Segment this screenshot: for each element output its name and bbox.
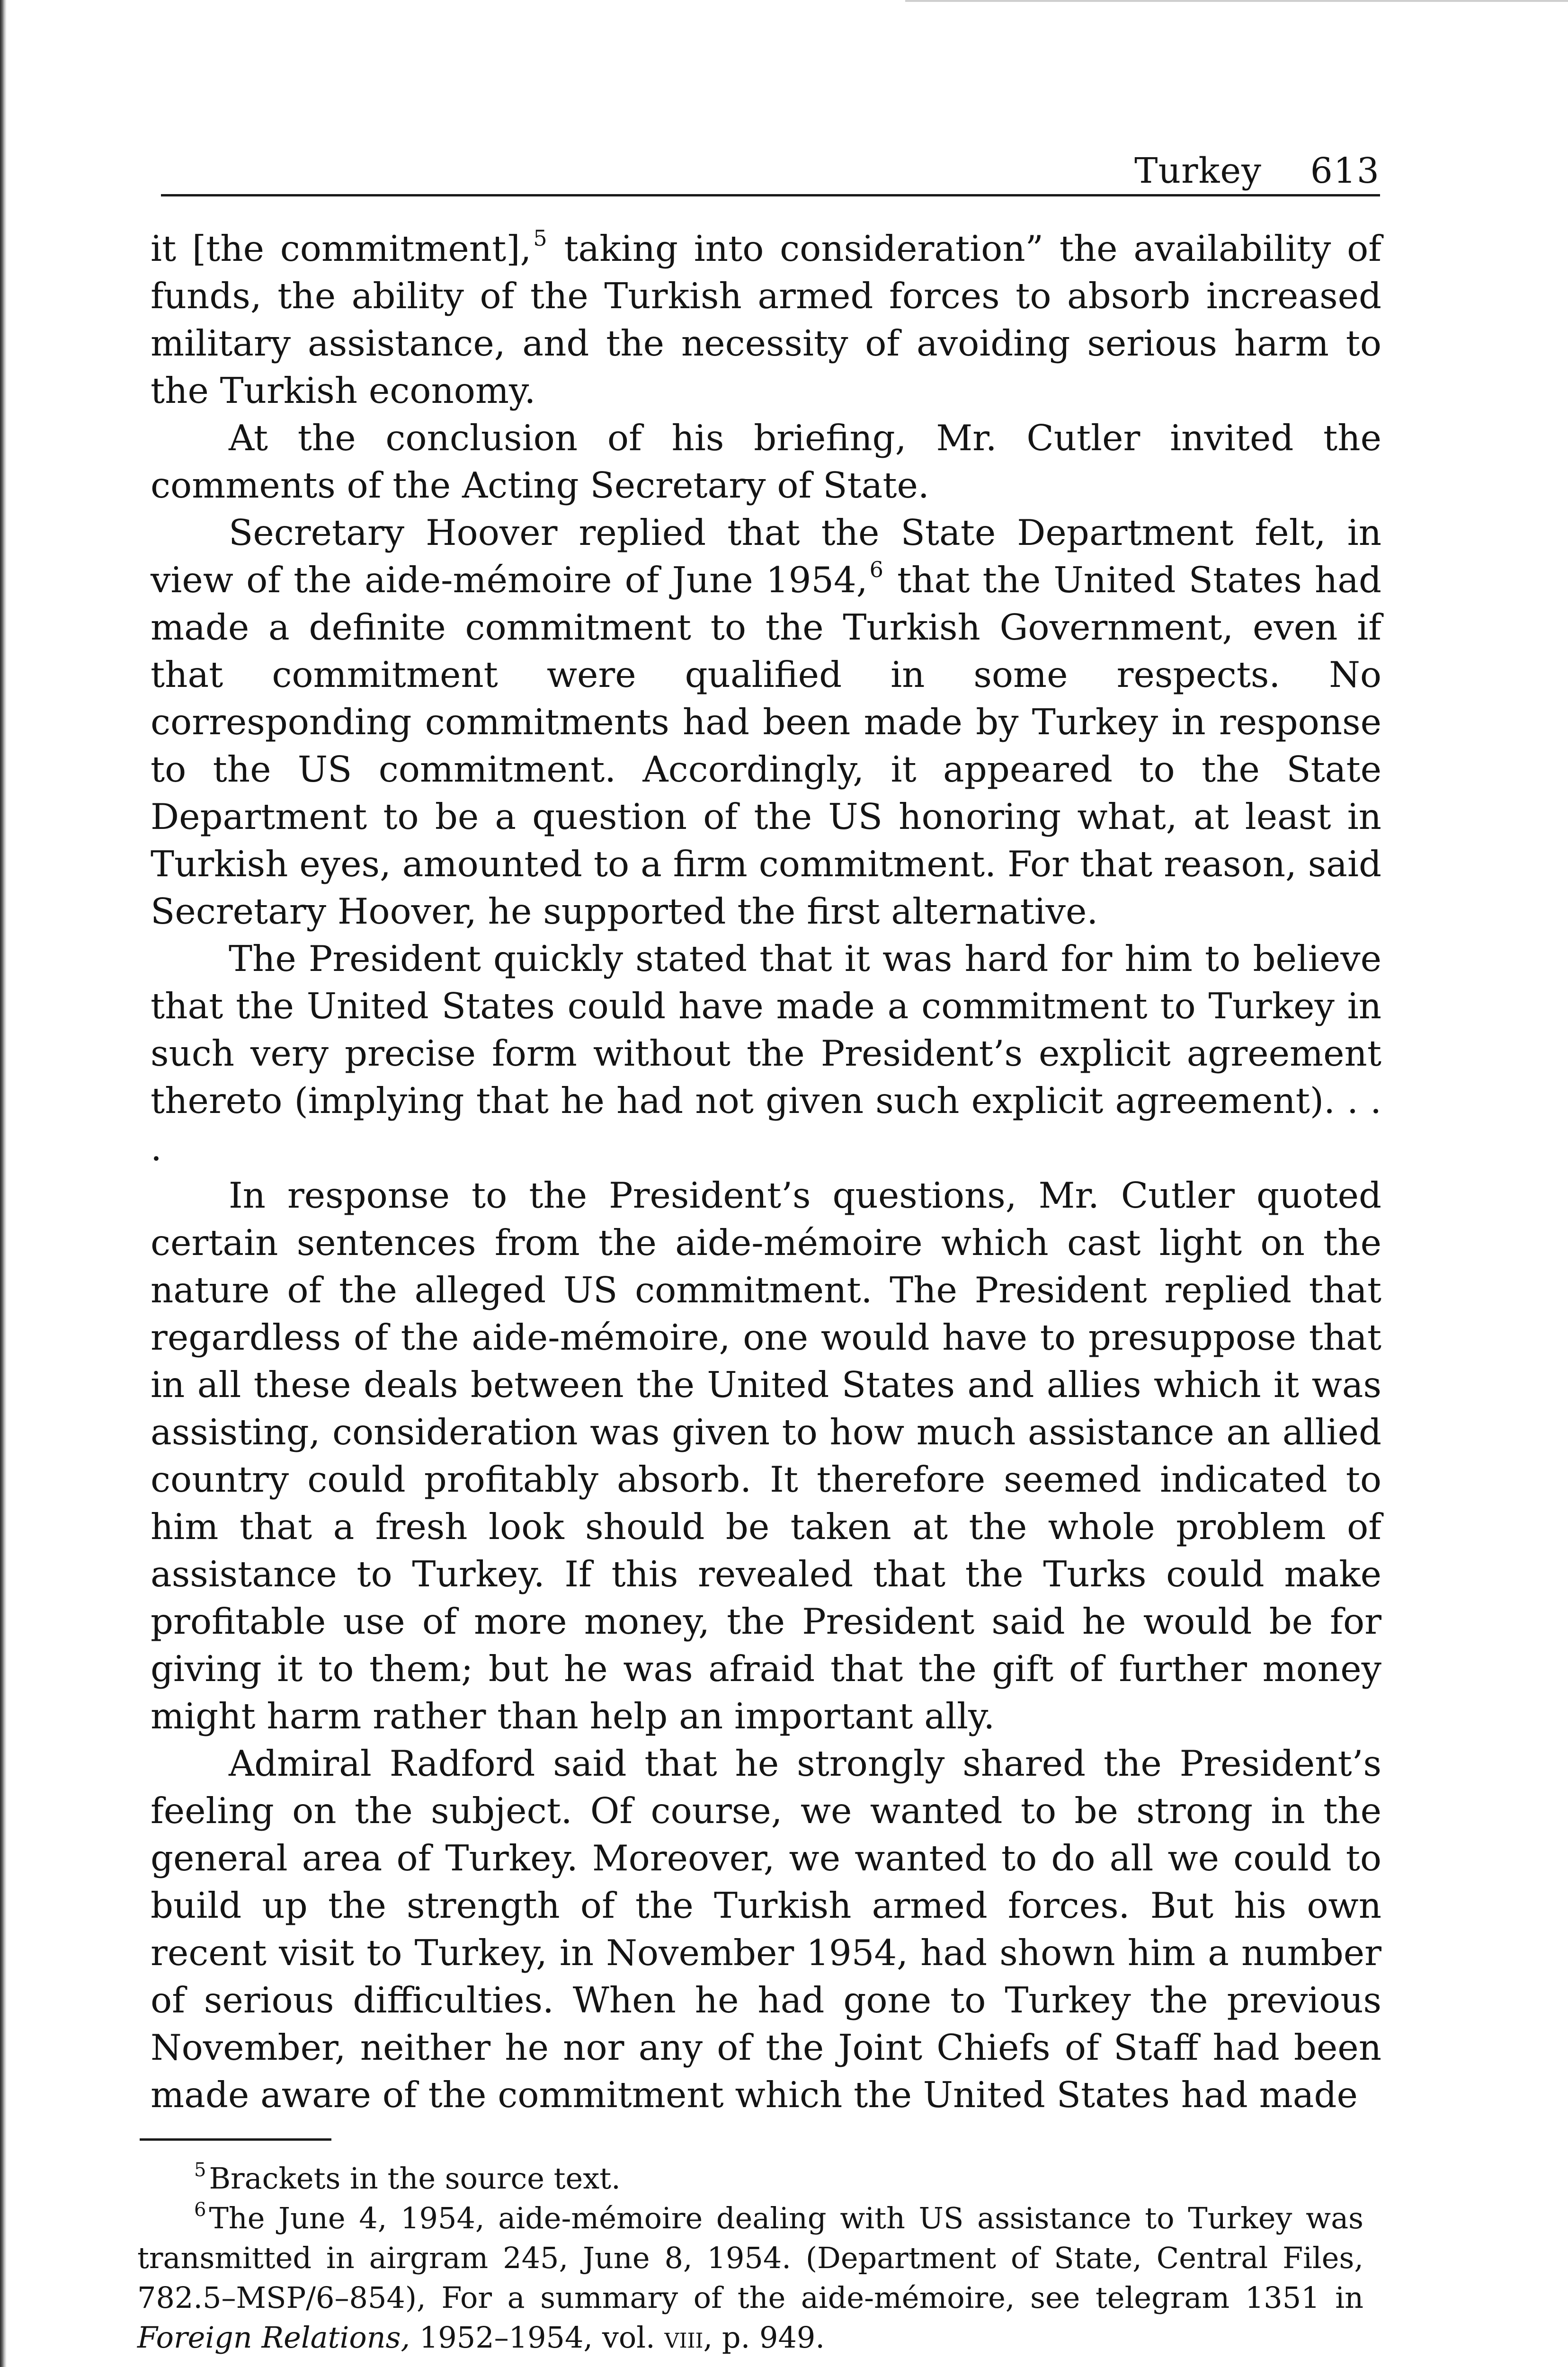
page-reference: , p. 949. — [703, 2320, 825, 2355]
footnote-marker: 5 — [194, 2159, 206, 2181]
paragraph: In response to the President’s questions, Mr. Cutler quoted certain sentences from the aide-mémoire which cast light on the nature of the alleged US commitment. The President replied that regardless of the aide-mémoire, one would have to presuppose that in all these deals between the United States and allies which it was assisting, consideration was given to how much assistance an allied country could profitably absorb. It therefore seemed indicated to him that a fresh look should be taken at the whole problem of assistance to Turkey. If this revealed that the Turks could make profitable use of more money, the President said he would be for giving it to them; but he was afraid that the gift of further money might harm rather than help an important ally. — [151, 1175, 1381, 1737]
paragraph-text: that the United States had made a definite commitment to the Turkish Government, even if that commitment were qualified in some respects. No corresponding commitments had been made by Turkey in response to the US commitment. Accordingly, it appeared to the State Department to be a question of the US honoring what, at least in Turkish eyes, amounted to a firm commitment. For that reason, said Secretary Hoover, he supported the first alternative. — [151, 559, 1381, 932]
footnote-6 — [137, 2198, 1363, 2358]
running-head: Turkey — [1134, 151, 1262, 191]
footnote-reference-5: 5 — [533, 225, 547, 251]
paragraph-text: taking into consideration” the availability of funds, the ability of the Turkish armed forces to absorb increased military assistance, and the necessity of avoiding serious harm to the Turkish economy. — [151, 228, 1382, 411]
source-years: 1952–1954, vol. — [419, 2320, 655, 2355]
paragraph: Admiral Radford said that he strongly shared the President’s feeling on the subject. Of course, we wanted to be strong in the general area of Turkey. Moreover, we wanted to do all we could to build up the strength of the Turkish armed forces. But his own recent visit to Turkey, in November 1954, had shown him a number of serious difficulties. When he had gone to Turkey the previous November, neither he nor any of the Joint Chiefs of Staff had been made aware of the commitment which the United States had made — [151, 1743, 1381, 2116]
paragraph-text: it [the commitment], — [151, 228, 532, 269]
footnote-5 — [137, 2159, 1363, 2198]
paragraph: The President quickly stated that it was hard for him to believe that the United States could have made a commitment to Turkey in such very precise form without the President’s explicit agreement thereto (implying that he had not given such explicit agreement). . . . — [151, 938, 1381, 1169]
footnotes — [137, 2159, 1363, 2358]
volume-number: viii — [664, 2320, 704, 2355]
paragraph: At the conclusion of his briefing, Mr. Cutler invited the comments of the Acting Secretary of State. — [151, 417, 1381, 506]
paragraph-continuation — [151, 225, 1381, 414]
page-header — [161, 142, 1380, 196]
source-title: Foreign Relations, — [137, 2320, 410, 2355]
footnote-reference-6: 6 — [869, 557, 883, 582]
scan-edge-line — [905, 0, 1568, 2]
footnote-divider — [140, 2138, 331, 2141]
footnote-text: Brackets in the source text. — [209, 2161, 621, 2196]
footnote-text: The June 4, 1954, aide-mémoire dealing with US assistance to Turkey was transmitted in airgram 245, June 8, 1954. (Department of State, Central Files, 782.5–MSP/6–854), For a summary of the aide-mémoire, see telegram 1351 in — [137, 2201, 1363, 2315]
body-text — [151, 225, 1381, 2118]
paragraph — [151, 509, 1381, 935]
page-number: 613 — [1310, 151, 1380, 191]
footnote-marker: 6 — [194, 2199, 206, 2221]
scan-binding-edge — [0, 0, 7, 2367]
paragraph-text: Secretary Hoover replied that the State Department felt, in view of the aide-mémoire of June 1954, — [151, 512, 1381, 601]
